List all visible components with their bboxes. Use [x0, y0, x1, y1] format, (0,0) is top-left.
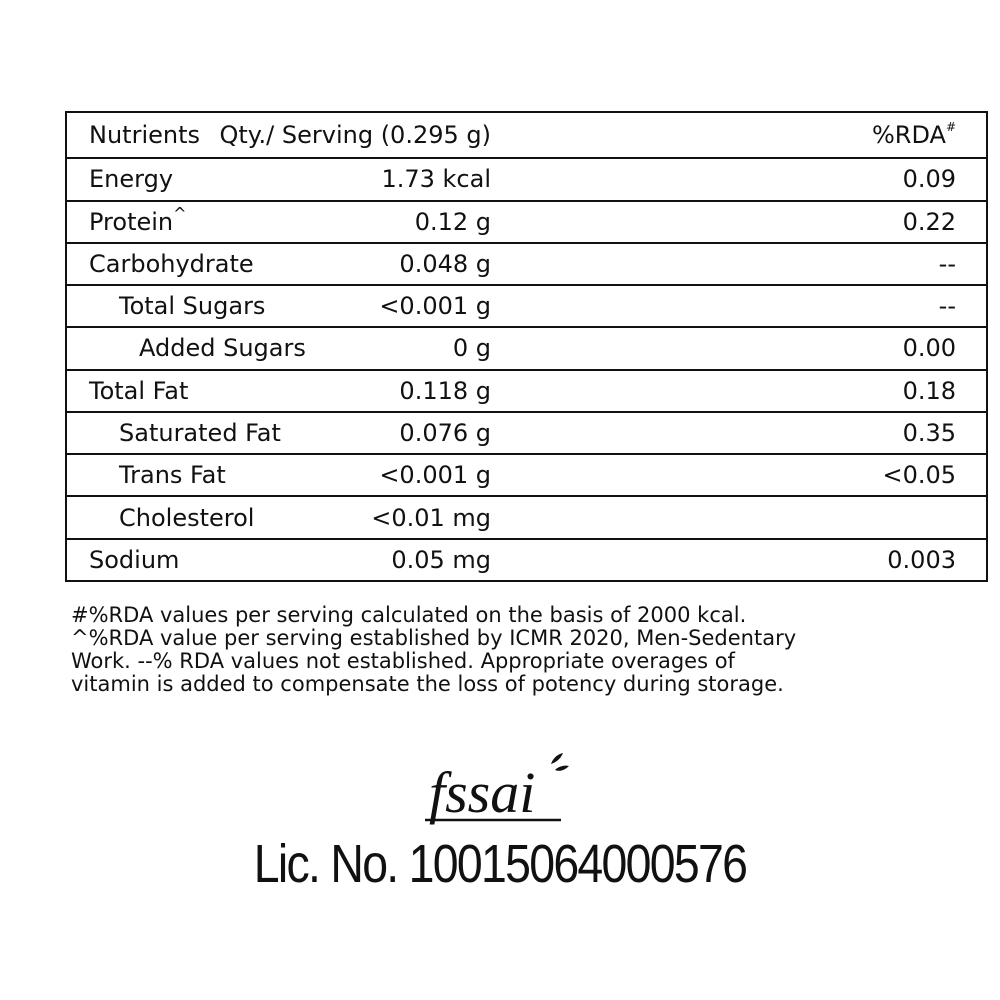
table-row: Protein^ 0.12 g 0.22: [66, 201, 987, 243]
table-row: Trans Fat <0.001 g <0.05: [66, 454, 987, 496]
nutrient-name: Trans Fat: [66, 454, 689, 496]
nutrition-facts-table: [65, 111, 988, 582]
table-row: Added Sugars 0 g 0.00: [66, 327, 987, 369]
fssai-logo-wordmark: fssai: [429, 760, 536, 825]
table-row: Saturated Fat 0.076 g 0.35: [66, 412, 987, 454]
nutrient-name: Cholesterol: [66, 496, 689, 538]
table-row: Total Sugars <0.001 g --: [66, 285, 987, 327]
nutrient-name: Added Sugars: [66, 327, 689, 369]
nutrient-name: Carbohydrate: [66, 243, 689, 285]
nutrient-rda: 0.35: [689, 412, 987, 454]
footnote-line: Work. --% RDA values not established. Appropriate overages of: [71, 649, 735, 673]
header-rda: %RDA#: [689, 112, 987, 158]
nutrient-rda: <0.05: [689, 454, 987, 496]
nutrient-rda: 0.09: [689, 158, 987, 200]
table-row: Energy 1.73 kcal 0.09: [66, 158, 987, 200]
nutrient-rda: 0.18: [689, 370, 987, 412]
nutrient-rda: 0.22: [689, 201, 987, 243]
table-row: Carbohydrate 0.048 g --: [66, 243, 987, 285]
nutrient-rda: 0.003: [689, 539, 987, 581]
table-row: Total Fat 0.118 g 0.18: [66, 370, 987, 412]
nutrient-name: Total Sugars: [66, 285, 689, 327]
fssai-logo: [425, 750, 575, 830]
nutrient-name: Energy: [66, 158, 689, 200]
footnote-line: vitamin is added to compensate the loss of potency during storage.: [71, 672, 784, 696]
table-header-row: Nutrients Qty./ Serving (0.295 g) %RDA#: [66, 112, 987, 158]
nutrient-rda: 0.00: [689, 327, 987, 369]
table-row: Cholesterol <0.01 mg: [66, 496, 987, 538]
nutrient-name: Sodium: [66, 539, 689, 581]
nutrient-footnote-mark: ^: [173, 203, 187, 223]
nutrient-name: Total Fat: [66, 370, 689, 412]
table-row: Sodium 0.05 mg 0.003: [66, 539, 987, 581]
footnote-line: #%RDA values per serving calculated on the basis of 2000 kcal.: [71, 603, 747, 627]
nutrient-rda: [689, 496, 987, 538]
nutrient-name: Protein^: [66, 201, 689, 243]
rda-footnote: [71, 604, 951, 696]
nutrient-name: Saturated Fat: [66, 412, 689, 454]
header-nutrients: Nutrients: [66, 112, 689, 158]
license-number: Lic. No. 10015064000576: [253, 834, 747, 894]
rda-hash-mark: #: [945, 120, 956, 135]
footnote-line: ^%RDA value per serving established by ICMR 2020, Men-Sedentary: [71, 626, 797, 650]
nutrient-rda: --: [689, 243, 987, 285]
nutrient-rda: --: [689, 285, 987, 327]
